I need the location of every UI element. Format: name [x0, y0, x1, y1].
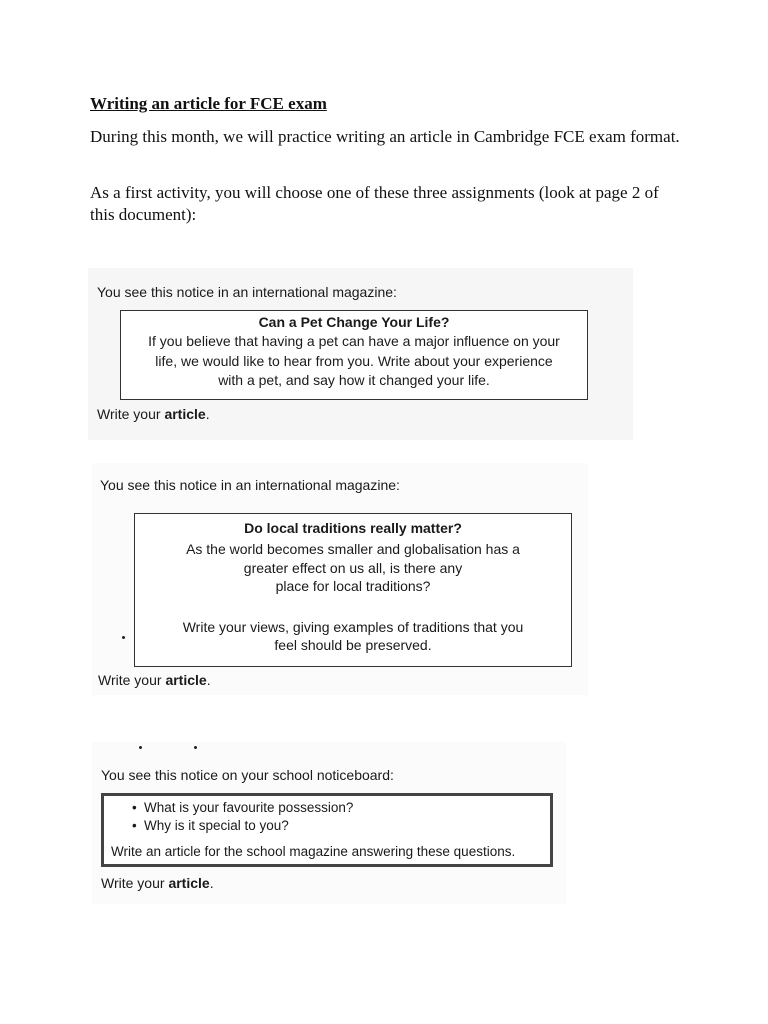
assignment-1-notice-line: with a pet, and say how it changed your life. — [218, 372, 490, 388]
write-keyword: article — [164, 406, 206, 422]
assignment-1-notice-line: life, we would like to hear from you. Write about your experience — [155, 353, 553, 369]
bullet-icon: • — [132, 818, 137, 833]
bullet-text: What is your favourite possession? — [144, 800, 354, 815]
scan-speck — [194, 746, 197, 749]
bullet-text: Why is it special to you? — [144, 818, 289, 833]
write-keyword: article — [168, 875, 210, 891]
assignment-2-notice-line: Write your views, giving examples of traditions that you — [182, 619, 524, 635]
write-suffix: . — [205, 406, 210, 422]
assignment-2-notice-line: As the world becomes smaller and globalisation has a — [186, 541, 520, 557]
assignment-1-notice-line: If you believe that having a pet can have a major influence on your — [148, 333, 560, 349]
assignment-1-write-instruction — [97, 406, 210, 422]
assignment-2-notice-line: feel should be preserved. — [274, 637, 432, 653]
assignment-3-notice-line: Write an article for the school magazine answering these questions. — [111, 844, 516, 859]
bullet-icon: • — [132, 800, 137, 815]
write-keyword: article — [165, 672, 207, 688]
assignment-2-notice-line: greater effect on us all, is there any — [243, 560, 463, 576]
write-suffix: . — [209, 875, 214, 891]
assignment-2-notice-box — [134, 513, 572, 667]
write-prefix: Write your — [101, 875, 169, 891]
assignment-3-notice-box — [101, 793, 553, 867]
assignment-1-notice-title: Can a Pet Change Your Life? — [258, 314, 450, 330]
scan-speck — [122, 636, 125, 639]
assignment-3-bullet — [132, 818, 289, 833]
assignment-2-intro: You see this notice in an international magazine: — [100, 477, 400, 493]
scan-speck — [139, 746, 142, 749]
page-title: Writing an article for FCE exam — [90, 94, 327, 113]
assignment-3-bullet — [132, 800, 353, 815]
write-prefix: Write your — [98, 672, 166, 688]
assignment-1-notice-box — [120, 310, 588, 400]
intro-paragraph: During this month, we will practice writing an article in Cambridge FCE exam format. — [90, 127, 680, 146]
write-prefix: Write your — [97, 406, 165, 422]
assignment-3-write-instruction — [101, 875, 214, 891]
assignment-1-intro: You see this notice in an international magazine: — [97, 284, 397, 300]
assignment-2-notice-line: place for local traditions? — [275, 578, 431, 594]
write-suffix: . — [206, 672, 211, 688]
assignment-2-notice-title: Do local traditions really matter? — [244, 520, 462, 536]
assignment-3-intro: You see this notice on your school noticeboard: — [101, 767, 394, 783]
assignment-2-write-instruction — [98, 672, 211, 688]
instruction-paragraph: As a first activity, you will choose one of these three assignments (look at page 2 of this document): — [90, 183, 659, 224]
